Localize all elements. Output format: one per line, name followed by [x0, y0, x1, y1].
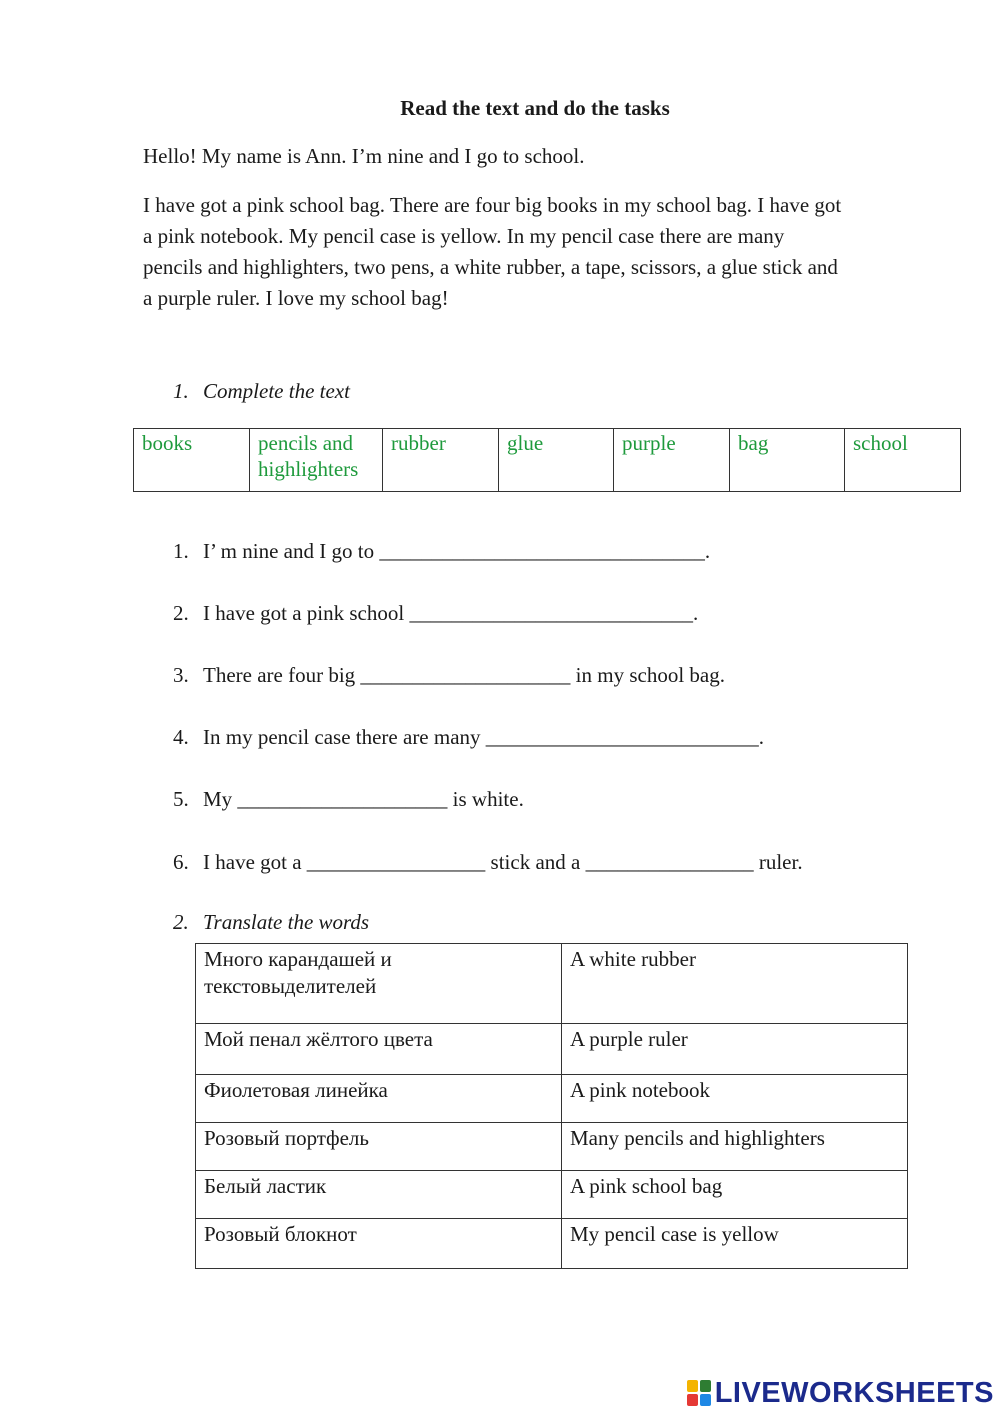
- russian-phrase: Розовый блокнот: [196, 1219, 562, 1269]
- question-item: [173, 725, 764, 750]
- english-phrase: Many pencils and highlighters: [562, 1123, 908, 1171]
- russian-phrase: Фиолетовая линейка: [196, 1075, 562, 1123]
- translation-row: [196, 1024, 908, 1075]
- english-phrase: A pink school bag: [562, 1171, 908, 1219]
- question-item: [173, 539, 710, 564]
- liveworksheets-logo-icon: [687, 1380, 711, 1406]
- task2-heading-text: Translate the words: [203, 910, 370, 934]
- translation-table: [195, 943, 908, 1269]
- russian-phrase: Розовый портфель: [196, 1123, 562, 1171]
- question-number: 1.: [173, 539, 189, 563]
- english-phrase: A white rubber: [562, 944, 908, 1024]
- question-number: 4.: [173, 725, 189, 749]
- question-text: My ____________________ is white.: [203, 787, 524, 811]
- translation-row: [196, 1075, 908, 1123]
- story-line: a pink notebook. My pencil case is yellow. In my pencil case there are many: [143, 224, 785, 248]
- english-phrase: A pink notebook: [562, 1075, 908, 1123]
- logo-text: LIVEWORKSHEETS: [714, 1376, 994, 1409]
- question-item: [173, 850, 803, 875]
- question-number: 2.: [173, 601, 189, 625]
- question-number: 3.: [173, 663, 189, 687]
- logo-mark-square: [687, 1394, 698, 1406]
- word-bank-table: [133, 428, 961, 492]
- story-paragraph: [143, 190, 943, 314]
- russian-phrase: Белый ластик: [196, 1171, 562, 1219]
- question-item: [173, 787, 524, 812]
- page-title: Read the text and do the tasks: [400, 96, 670, 120]
- word-bank-cell: pencils and highlighters: [250, 429, 383, 492]
- word-bank-cell: books: [134, 429, 250, 492]
- english-phrase: My pencil case is yellow: [562, 1219, 908, 1269]
- task1-number: 1.: [173, 379, 189, 403]
- translation-row: [196, 944, 908, 1024]
- question-item: [173, 663, 725, 688]
- translation-row: [196, 1219, 908, 1269]
- task2-number: 2.: [173, 910, 189, 934]
- word-bank-cell: school: [845, 429, 961, 492]
- translation-row: [196, 1171, 908, 1219]
- liveworksheets-logo: [687, 1377, 994, 1409]
- question-text: I’ m nine and I go to _______________________________.: [203, 539, 711, 563]
- story-line: pencils and highlighters, two pens, a white rubber, a tape, scissors, a glue stick and: [143, 255, 838, 279]
- question-number: 6.: [173, 850, 189, 874]
- task1-heading: [173, 379, 350, 404]
- russian-phrase: Много карандашей и текстовыделителей: [196, 944, 562, 1024]
- question-number: 5.: [173, 787, 189, 811]
- word-bank-cell: rubber: [383, 429, 499, 492]
- logo-mark-square: [687, 1380, 698, 1392]
- translation-row: [196, 1123, 908, 1171]
- question-item: [173, 601, 698, 626]
- english-phrase: A purple ruler: [562, 1024, 908, 1075]
- logo-mark-square: [700, 1380, 711, 1392]
- task2-heading: [173, 910, 369, 935]
- question-text: I have got a pink school ___________________________.: [203, 601, 699, 625]
- word-bank-row: [134, 429, 961, 492]
- question-text: In my pencil case there are many __________________________.: [203, 725, 765, 749]
- word-bank-cell: bag: [730, 429, 845, 492]
- intro-paragraph: Hello! My name is Ann. I’m nine and I go to school.: [143, 144, 585, 168]
- question-text: I have got a _________________ stick and a ________________ ruler.: [203, 850, 803, 874]
- logo-mark-square: [700, 1394, 711, 1406]
- russian-phrase: Мой пенал жёлтого цвета: [196, 1024, 562, 1075]
- word-bank-cell: glue: [499, 429, 614, 492]
- word-bank-cell: purple: [614, 429, 730, 492]
- story-line: I have got a pink school bag. There are four big books in my school bag. I have got: [143, 193, 842, 217]
- story-line: a purple ruler. I love my school bag!: [143, 286, 449, 310]
- question-text: There are four big ____________________ in my school bag.: [203, 663, 725, 687]
- task1-heading-text: Complete the text: [203, 379, 350, 403]
